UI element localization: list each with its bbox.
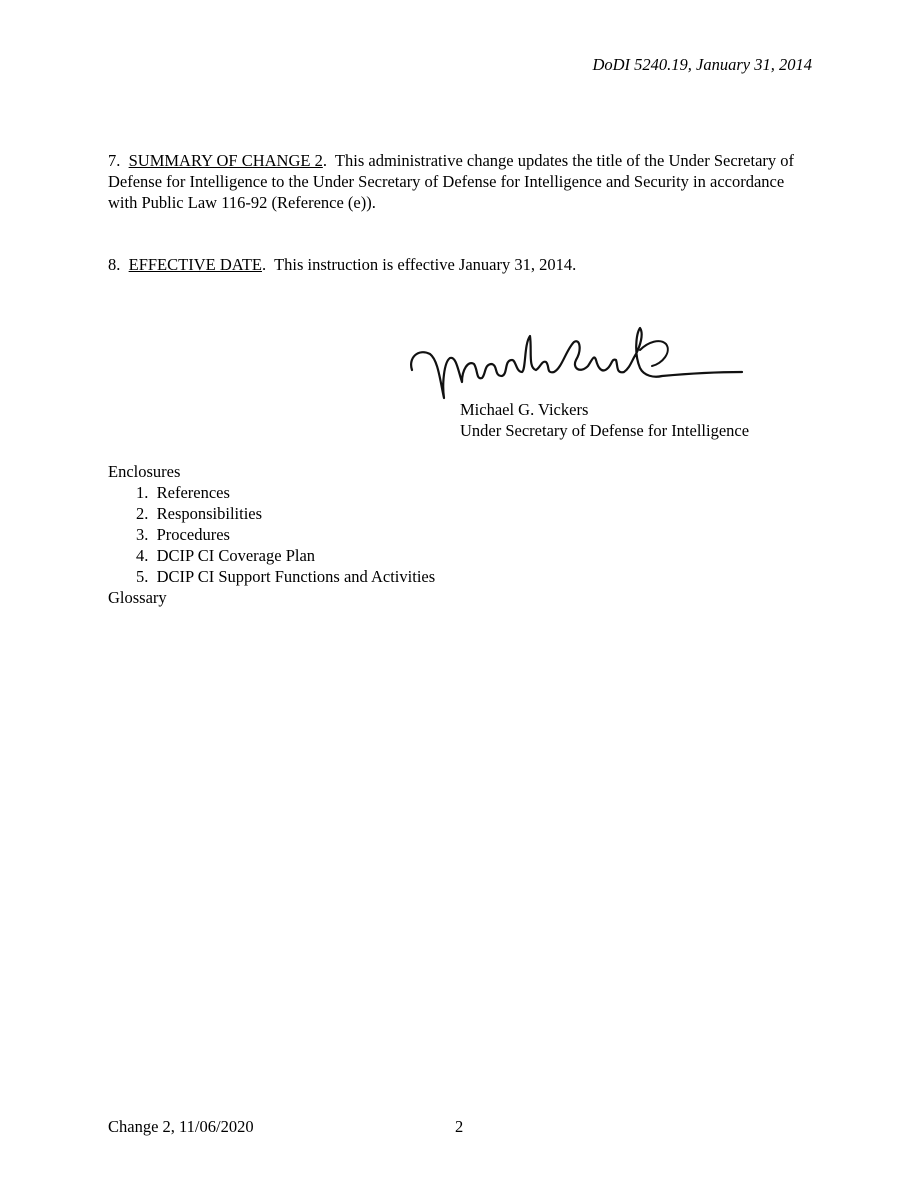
enclosure-item: 5. DCIP CI Support Functions and Activities bbox=[136, 567, 436, 586]
page-number: 2 bbox=[455, 1117, 464, 1136]
section-7-heading: SUMMARY OF CHANGE 2 bbox=[128, 151, 323, 170]
section-7-body: This administrative change updates the title of the Under Secretary of Defense for Intelligence to the Under Secretary of Defense for Intelligence and Security in accordance with Public Law 116-92 (Reference (e)). bbox=[108, 151, 795, 212]
signature-graphic bbox=[404, 320, 764, 404]
section-8-number: 8. bbox=[108, 255, 121, 274]
running-header: DoDI 5240.19, January 31, 2014 bbox=[592, 55, 812, 74]
enclosure-item: 3. Procedures bbox=[136, 525, 230, 544]
enclosure-item: 4. DCIP CI Coverage Plan bbox=[136, 546, 316, 565]
footer-change-note: Change 2, 11/06/2020 bbox=[108, 1117, 254, 1136]
enclosure-items bbox=[108, 482, 435, 587]
enclosure-item: 1. References bbox=[136, 483, 230, 502]
signer-name: Michael G. Vickers bbox=[460, 400, 589, 419]
enclosures-list bbox=[108, 461, 435, 608]
signature-block bbox=[460, 399, 749, 441]
section-8-body: This instruction is effective January 31, 2014. bbox=[274, 255, 577, 274]
handwritten-signature bbox=[404, 320, 764, 404]
glossary-label: Glossary bbox=[108, 588, 167, 607]
section-8: 8. EFFECTIVE DATE. This instruction is effective January 31, 2014. bbox=[108, 255, 577, 274]
section-7-number: 7. bbox=[108, 151, 121, 170]
enclosures-heading: Enclosures bbox=[108, 462, 181, 481]
enclosure-item: 2. Responsibilities bbox=[136, 504, 263, 523]
section-7: 7. SUMMARY OF CHANGE 2. This administrative change updates the title of the Under Secretary of Defense for Intelligence to the Under Secretary of Defense for Intelligence and Security in accordance with Public Law 116-92 (Reference (e)). bbox=[108, 151, 795, 212]
signer-title: Under Secretary of Defense for Intelligence bbox=[460, 421, 750, 440]
section-8-heading: EFFECTIVE DATE bbox=[128, 255, 262, 274]
